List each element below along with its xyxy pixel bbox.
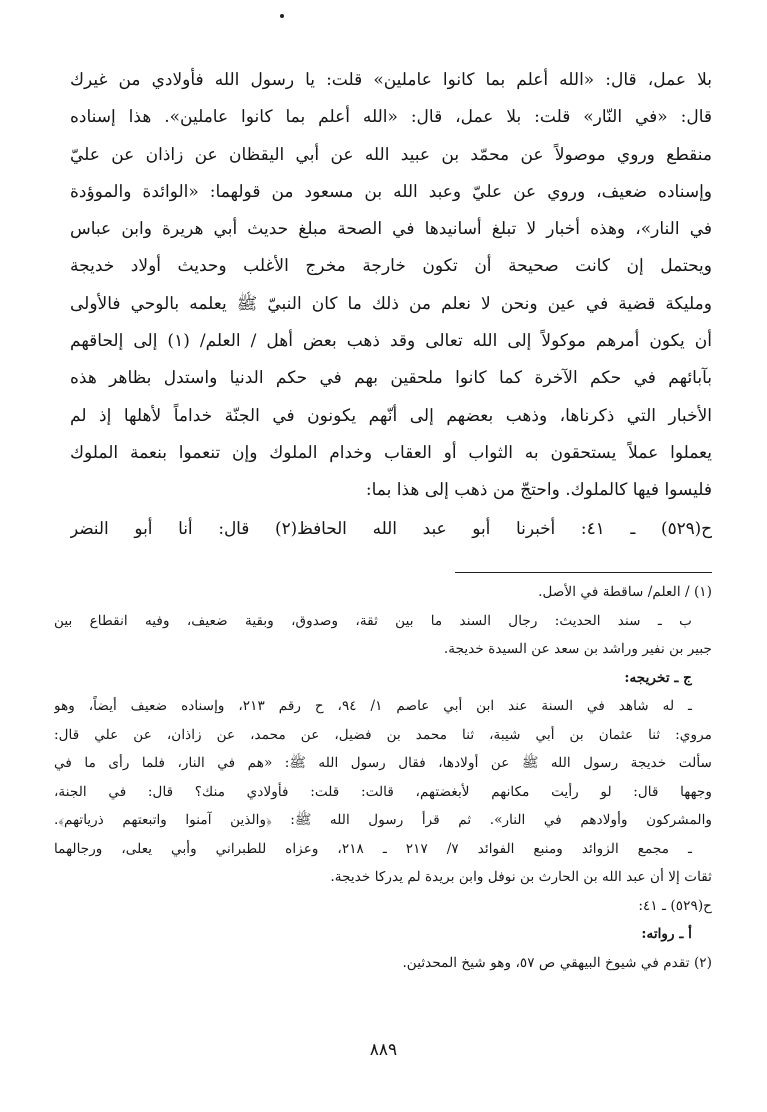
footnote-2: (٢) تقدم في شيوخ البيهقي ص ٥٧، وهو شيخ المحدثين.	[402, 954, 712, 971]
main-text-block	[70, 62, 712, 547]
footnote-line: والمشركون وأولادهم في النار». ثم قرأ رسول الله ﷺ: ﴿والذين آمنوا واتبعتهم ذرياتهم﴾.	[54, 812, 712, 828]
footnote-line: ح(٥٢٩) ـ ٤١:	[638, 897, 712, 914]
footnote-subheading: ج ـ تخريجه:	[624, 669, 692, 686]
footnote-line: جبير بن نفير وراشد بن سعد عن السيدة خديجة.	[443, 641, 712, 657]
main-line-8: أن يكون أمرهم موكولاً إلى الله تعالى وقد ذهب بعض أهل / العلم/ (١) إلى إلحاقهم	[70, 331, 712, 352]
main-line-3: منقطع وروي موصولاً عن محمّد بن عبيد الله عن أبي اليقظان عن زاذان عن عليّ	[70, 144, 712, 165]
main-line-5: في النار»، وهذه أخبار لا تبلغ أسانيدها في الصحة مبلغ حديث أبي هريرة وابن عباس	[70, 219, 712, 240]
main-line-10: الأخبار التي ذكرناها، وذهب بعضهم إلى أنّهم يكونون في الجنّة خداماً لأهلها إذ لم	[70, 405, 712, 426]
main-line-4: وإسناده ضعيف، وروي عن عليّ وعبد الله بن مسعود من قولهما: «الوائدة والموؤدة	[70, 181, 712, 202]
main-line-6: ويحتمل إن كانت صحيحة أن تكون خارجة مخرج الأغلب وحديث أولاد خديجة	[70, 256, 712, 277]
footnote-line: ثقات إلا أن عبد الله بن الحارث بن نوفل وابن بريدة لم يدركا خديجة.	[330, 869, 712, 885]
footnote-line: ب ـ سند الحديث: رجال السند ما بين ثقة، وصدوق، وبقية ضعيف، وفيه انقطاع بين	[54, 612, 692, 629]
footnote-subheading: أ ـ رواته:	[641, 926, 692, 942]
main-line-2: قال: «في النّار» قلت: بلا عمل، قال: «الله أعلم بما كانوا عاملين». هذا إسناده	[70, 107, 712, 128]
footnote-line: ـ له شاهد في السنة عند ابن أبي عاصم ١/ ٩٤، ح رقم ٢١٣، وإسناده ضعيف أيضاً، وهو	[54, 698, 692, 714]
main-line-1: بلا عمل، قال: «الله أعلم بما كانوا عاملين» قلت: يا رسول الله فأولادي من غيرك	[70, 70, 712, 90]
footnote-line: سألت خديجة رسول الله ﷺ عن أولادها، فقال رسول الله ﷺ: «هم في النار، فلما رأى ما في	[54, 755, 712, 771]
top-mark	[280, 14, 284, 18]
footnote-line: مروي: ثنا عثمان بن أبي شيبة، ثنا محمد بن فضيل، عن محمد، عن زاذان، عن علي قال:	[54, 726, 712, 743]
footnote-line: وجهها قال: لو رأيت مكانهم لأبغضتهم، قالت: قلت: فأولادي منك؟ قال: في الجنة،	[54, 783, 712, 800]
main-line-11: يعملوا عملاً يستحقون به الثواب أو العقاب وخدام الملوك وإن تنعموا بنعمة الملوك	[70, 442, 712, 463]
footnote-line: ـ مجمع الزوائد ومنبع الفوائد ٧/ ٢١٧ ـ ٢١٨، وعزاه للطبراني وأبي يعلى، ورجالهما	[54, 840, 692, 857]
main-line-12: فليسوا فيها كالملوك. واحتجّ من ذهب إلى هذا بما:	[365, 480, 712, 501]
footnote-1: (١) / العلم/ ساقطة في الأصل.	[538, 584, 712, 600]
hadith-heading-line: ح(٥٢٩) ـ ٤١: أخبرنا أبو عبد الله الحافظ(٢) قال: أنا أبو النضر	[70, 517, 712, 538]
main-line-9: بآبائهم في حكم الآخرة كما كانوا ملحقين بهم في حكم الدنيا واستدل بظاهر هذه	[70, 368, 712, 389]
footnotes-block	[54, 578, 712, 977]
page-number: ٨٨٩	[369, 1040, 398, 1060]
footnote-separator	[455, 572, 712, 573]
main-line-7: ومليكة قضية في عين ونحن لا نعلم من ذلك ما كان النبيّ ﷺ يعلمه بالوحي فالأولى	[70, 293, 712, 314]
